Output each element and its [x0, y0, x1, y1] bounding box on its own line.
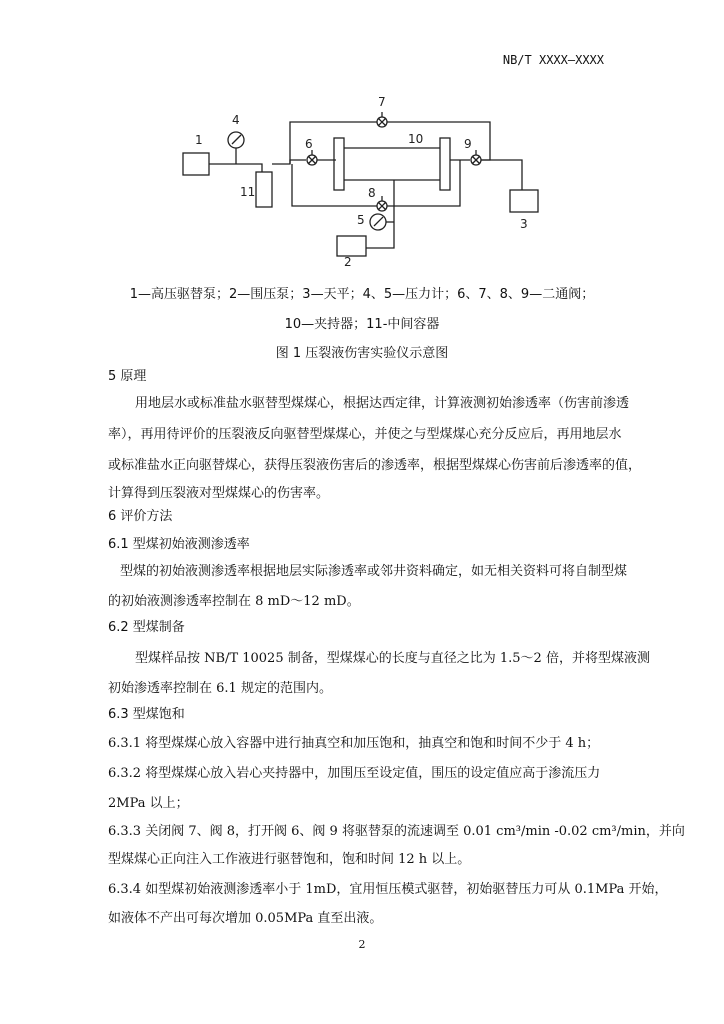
- pump-1-box: [183, 153, 209, 175]
- svg-text:10: 10: [408, 132, 424, 146]
- figure-caption: 图 1 压裂液伤害实验仪示意图: [275, 346, 449, 361]
- section-6-1-line-1: 型煤的初始液测渗透率根据地层实际渗透率或邻井资料确定，如无相关资料可将自制型煤: [120, 564, 628, 579]
- svg-text:7: 7: [378, 95, 386, 109]
- svg-text:8: 8: [368, 186, 376, 200]
- svg-text:11: 11: [240, 185, 256, 199]
- clause-6-3-3: 6.3.3 关闭阀 7、阀 8，打开阀 6、阀 9 将驱替泵的流速调至 0.01 cm³/min -0.02 cm³/min，并向: [108, 824, 685, 839]
- svg-text:2: 2: [344, 255, 352, 269]
- section-6-3-heading: 6.3 型煤饱和: [108, 707, 185, 722]
- svg-text:3: 3: [520, 217, 528, 231]
- svg-text:9: 9: [464, 137, 472, 151]
- svg-text:1: 1: [195, 133, 203, 147]
- section-6-2-line-2: 初始渗透率控制在 6.1 规定的范围内。: [108, 681, 332, 696]
- section-6-1-heading: 6.1 型煤初始液测渗透率: [108, 537, 250, 552]
- clause-6-3-2: 6.3.2 将型煤煤心放入岩心夹持器中，加围压至设定值，围压的设定值应高于渗流压力: [108, 766, 601, 781]
- clause-6-3-2-cont: 2MPa 以上；: [108, 796, 189, 811]
- container-11: [256, 172, 272, 207]
- clause-6-3-4-cont: 如液体不产出可每次增加 0.05MPa 直至出液。: [108, 911, 383, 926]
- section-6-2-line-1: 型煤样品按 NB/T 10025 制备，型煤煤心的长度与直径之比为 1.5～2 倍，并将型煤液测: [135, 651, 650, 666]
- section-5-line-4: 计算得到压裂液对型煤煤心的伤害率。: [108, 486, 330, 501]
- apparatus-schematic: [0, 80, 724, 280]
- clause-6-3-3-cont: 型煤煤心正向注入工作液进行驱替饱和，饱和时间 12 h 以上。: [108, 852, 471, 867]
- section-6-heading: 6 评价方法: [108, 509, 173, 524]
- section-5-heading: 5 原理: [108, 369, 147, 384]
- section-6-2-heading: 6.2 型煤制备: [108, 620, 185, 635]
- section-5-line-2: 率），再用待评价的压裂液反向驱替型煤煤心，并使之与型煤煤心充分反应后，再用地层水: [108, 427, 622, 442]
- clause-6-3-4: 6.3.4 如型煤初始液测渗透率小于 1mD，宜用恒压模式驱替，初始驱替压力可从 0.1MPa 开始，: [108, 882, 668, 897]
- doc-code-header: NB/T XXXX—XXXX: [502, 53, 604, 67]
- section-5-line-1: 用地层水或标准盐水驱替型煤煤心，根据达西定律，计算液测初始渗透率（伤害前渗透: [135, 396, 630, 411]
- section-6-1-line-2: 的初始液测渗透率控制在 8 mD～12 mD。: [108, 594, 360, 609]
- page-number: 2: [358, 938, 366, 951]
- clause-6-3-1: 6.3.1 将型煤煤心放入容器中进行抽真空和加压饱和，抽真空和饱和时间不少于 4 h；: [108, 736, 600, 751]
- svg-text:5: 5: [357, 213, 365, 227]
- section-5-line-3: 或标准盐水正向驱替煤心，获得压裂液伤害后的渗透率，根据型煤煤心伤害前后渗透率的值，: [108, 458, 642, 473]
- svg-text:6: 6: [305, 137, 313, 151]
- figure-legend-line-2: 10—夹持器；11-中间容器: [284, 317, 440, 332]
- svg-text:4: 4: [232, 113, 240, 127]
- figure-legend-line-1: 1—高压驱替泵；2—围压泵；3—天平；4、5—压力计；6、7、8、9—二通阀；: [129, 287, 595, 302]
